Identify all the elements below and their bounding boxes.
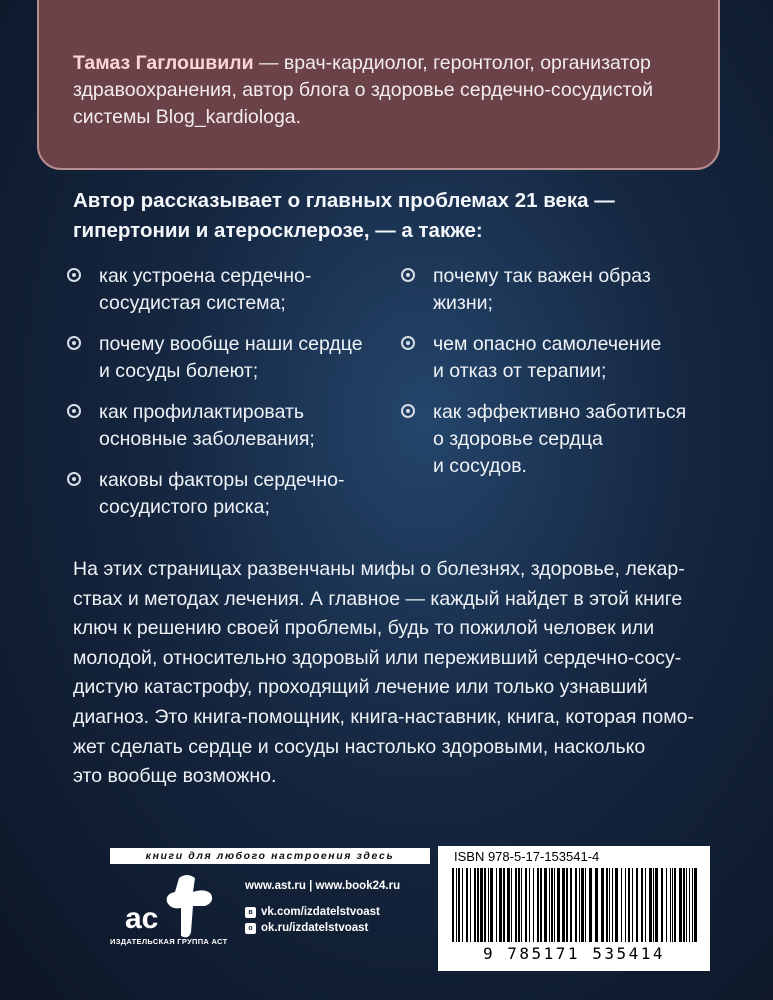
- barcode-bar: [655, 868, 658, 942]
- barcode-bar: [645, 868, 646, 942]
- barcode-bar: [683, 868, 685, 942]
- publisher-logo: [117, 870, 227, 960]
- barcode-number: 9 785171 535414: [483, 944, 665, 963]
- barcode-bar: [579, 868, 580, 942]
- barcode-bar: [621, 868, 622, 942]
- barcode-bar: [466, 868, 468, 942]
- barcode-bar: [477, 868, 479, 942]
- barcode-bar: [601, 868, 604, 942]
- barcode-bar: [456, 868, 457, 942]
- barcode-bar: [525, 868, 527, 942]
- publisher-slogan: книги для любого настроения здесь: [110, 848, 430, 864]
- barcode-bars: [452, 868, 698, 942]
- barcode-bar: [628, 868, 630, 942]
- barcode-bar: [589, 868, 592, 942]
- bullet-icon: [67, 336, 81, 350]
- barcode-bar: [692, 868, 693, 942]
- barcode-bar: [452, 868, 454, 942]
- barcode-bar: [533, 868, 534, 942]
- barcode-bar: [540, 868, 542, 942]
- barcode-bar: [529, 868, 530, 942]
- ok-icon: о: [245, 923, 256, 934]
- barcode-bar: [661, 868, 663, 942]
- list-item: [398, 263, 718, 317]
- barcode-bar: [515, 868, 517, 942]
- isbn-label: ISBN 978-5-17-153541-4: [454, 849, 600, 864]
- barcode-bar: [557, 868, 560, 942]
- bullet-icon: [67, 268, 81, 282]
- barcode-bar: [549, 868, 550, 942]
- vk-link-text: vk.com/izdatelstvoast: [261, 906, 380, 918]
- barcode-bar: [636, 868, 638, 942]
- author-bio: [73, 50, 684, 131]
- vk-link[interactable]: [245, 906, 400, 918]
- list-item: [64, 331, 374, 385]
- list-item: [398, 399, 718, 480]
- barcode-bar: [484, 868, 486, 942]
- list-item-text: как профилактировать основные заболевания;: [99, 401, 315, 450]
- publisher-caption: ИЗДАТЕЛЬСКАЯ ГРУППА АСТ: [110, 937, 228, 946]
- bullet-icon: [401, 404, 415, 418]
- barcode-bar: [653, 868, 654, 942]
- barcode-bar: [670, 868, 671, 942]
- list-item-text: каковы факторы сердечно- сосудистого риска;: [99, 469, 345, 518]
- barcode-bar: [470, 868, 471, 942]
- barcode-bar: [585, 868, 586, 942]
- bullet-icon: [67, 472, 81, 486]
- logo-text: ac: [125, 902, 159, 935]
- barcode-bar: [499, 868, 502, 942]
- list-item: [64, 263, 374, 317]
- barcode-bar: [490, 868, 493, 942]
- vk-icon: в: [245, 907, 256, 918]
- bullet-list-right: [398, 263, 718, 494]
- barcode-bar: [544, 868, 547, 942]
- barcode-bar: [507, 868, 510, 942]
- barcode-bar: [503, 868, 505, 942]
- barcode-bar: [672, 868, 673, 942]
- ok-link-text: ok.ru/izdatelstvoast: [261, 922, 369, 934]
- list-item: [64, 399, 374, 453]
- logo-tree-mark: [167, 875, 212, 937]
- barcode-bar: [686, 868, 687, 942]
- barcode-bar: [632, 868, 633, 942]
- barcode-bar: [641, 868, 643, 942]
- list-item: [398, 331, 718, 385]
- barcode-bar: [496, 868, 497, 942]
- list-item-text: как эффективно заботиться о здоровье сердца и сосудов.: [433, 401, 687, 477]
- barcode-bar: [575, 868, 577, 942]
- barcode-bar: [615, 868, 618, 942]
- list-item: [64, 467, 374, 521]
- barcode-bar: [462, 868, 463, 942]
- author-name: Тамаз Гаглошвили: [73, 52, 254, 74]
- barcode-bar: [518, 868, 520, 942]
- barcode-bar: [562, 868, 565, 942]
- ok-link[interactable]: [245, 922, 400, 934]
- bullet-icon: [67, 404, 81, 418]
- barcode-bar: [689, 868, 690, 942]
- barcode-bar: [570, 868, 572, 942]
- barcode-bar: [609, 868, 610, 942]
- barcode-bar: [581, 868, 584, 942]
- barcode-bar: [488, 868, 489, 942]
- bullet-list-left: [64, 263, 374, 535]
- barcode-bar: [679, 868, 682, 942]
- barcode-bar: [458, 868, 460, 942]
- barcode-bar: [521, 868, 522, 942]
- barcode-bar: [595, 868, 598, 942]
- list-item-text: чем опасно самолечение и отказ от терапии;: [433, 333, 662, 382]
- bullet-icon: [401, 336, 415, 350]
- list-item-text: почему вообще наши сердце и сосуды болеют;: [99, 333, 363, 382]
- barcode-bar: [511, 868, 512, 942]
- barcode-bar: [480, 868, 483, 942]
- list-item-text: почему так важен образ жизни;: [433, 265, 651, 314]
- barcode-bar: [674, 868, 676, 942]
- publisher-links: [245, 880, 400, 938]
- barcode-bar: [649, 868, 652, 942]
- intro-heading: Автор рассказывает о главных проблемах 21 века — гипертонии и атеросклерозе, — а также:: [73, 189, 615, 242]
- author-description: — врач-кардиолог, геронтолог, организатор здравоохранения, автор блога о здоровье сердечно-сосудистой системы Blog_kardiologa.: [73, 52, 654, 128]
- description-paragraph: На этих страницах развенчаны мифы о болезнях, здоровье, лекар- ствах и методах лечения. А главное — каждый найдет в этой книге ключ к решению своей проблемы, будь то пожилой человек или молодой, относительно здоровый или переживший сердечно-сосу- дистую катастрофу, проходящий лечение или только узнавший диагноз. Это книга-помощник, книга-наставник, книга, которая помо- жет сделать сердце и сосуды настолько здоровыми, насколько это вообще возможно.: [73, 558, 694, 788]
- barcode-bar: [612, 868, 613, 942]
- publisher-sites[interactable]: www.ast.ru | www.book24.ru: [245, 880, 401, 892]
- barcode-bar: [606, 868, 608, 942]
- author-box: [37, 0, 720, 170]
- barcode-bar: [474, 868, 476, 942]
- barcode-bar: [554, 868, 555, 942]
- barcode-bar: [551, 868, 553, 942]
- bullet-icon: [401, 268, 415, 282]
- barcode-bar: [625, 868, 626, 942]
- barcode-bar: [694, 868, 697, 942]
- list-item-text: как устроена сердечно- сосудистая система;: [99, 265, 312, 314]
- barcode-box: [438, 846, 710, 971]
- barcode-bar: [666, 868, 667, 942]
- barcode-bar: [566, 868, 568, 942]
- barcode-bar: [537, 868, 539, 942]
